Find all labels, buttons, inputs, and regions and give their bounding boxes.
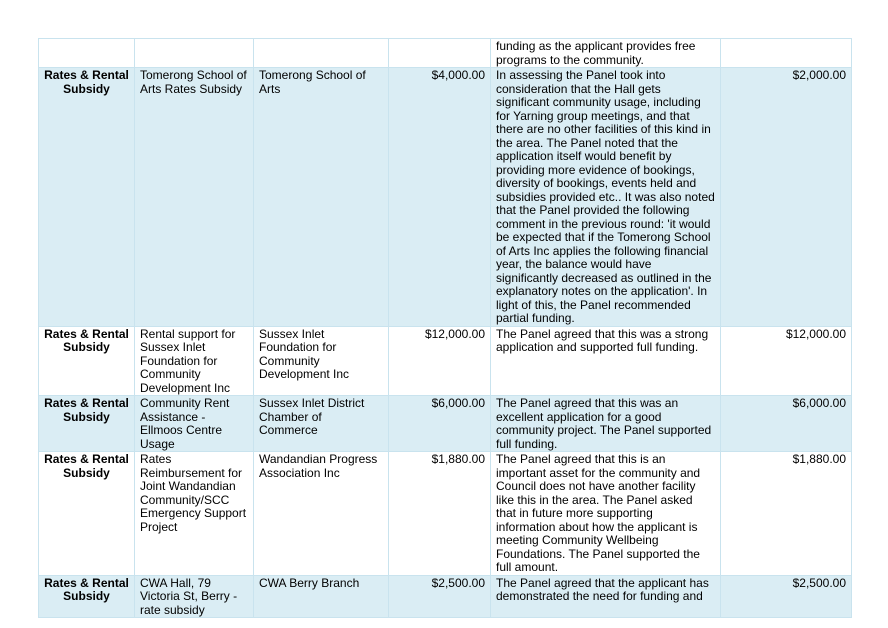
category-cell: Rates & Rental Subsidy — [39, 575, 135, 618]
panel-comment-cell: The Panel agreed that this is an important asset for the community and Council does not have another facility like this in the area. The Panel asked that in future more supporting information about how the applicant is meeting Community Wellbeing Foundations. The Panel supported the full amount. — [491, 452, 721, 576]
panel-comment-cell: The Panel agreed that the applicant has demonstrated the need for funding and — [491, 575, 721, 618]
applicant-cell — [254, 39, 389, 68]
table-row — [39, 326, 852, 396]
panel-comment-cell: The Panel agreed that this was a strong application and supported full funding. — [491, 326, 721, 396]
applicant-cell: Sussex Inlet District Chamber of Commerce — [254, 396, 389, 452]
table-row-continued — [39, 39, 852, 68]
recommended-amount-cell: $1,880.00 — [721, 452, 852, 576]
table-row — [39, 452, 852, 576]
project-cell: Rental support for Sussex Inlet Foundation for Community Development Inc — [135, 326, 254, 396]
grants-table — [38, 38, 852, 618]
requested-amount-cell: $1,880.00 — [389, 452, 491, 576]
requested-amount-cell — [389, 39, 491, 68]
recommended-amount-cell: $6,000.00 — [721, 396, 852, 452]
category-cell: Rates & Rental Subsidy — [39, 452, 135, 576]
recommended-amount-cell: $2,000.00 — [721, 68, 852, 327]
project-cell: Rates Reimbursement for Joint Wandandian Community/SCC Emergency Support Project — [135, 452, 254, 576]
applicant-cell: Sussex Inlet Foundation for Community Development Inc — [254, 326, 389, 396]
recommended-amount-cell: $2,500.00 — [721, 575, 852, 618]
project-cell: Community Rent Assistance - Ellmoos Centre Usage — [135, 396, 254, 452]
project-cell: Tomerong School of Arts Rates Subsidy — [135, 68, 254, 327]
table-row — [39, 68, 852, 327]
category-cell: Rates & Rental Subsidy — [39, 396, 135, 452]
applicant-cell: Wandandian Progress Association Inc — [254, 452, 389, 576]
recommended-amount-cell: $12,000.00 — [721, 326, 852, 396]
requested-amount-cell: $12,000.00 — [389, 326, 491, 396]
recommended-amount-cell — [721, 39, 852, 68]
project-cell: CWA Hall, 79 Victoria St, Berry - rate subsidy — [135, 575, 254, 618]
panel-comment-cell: In assessing the Panel took into consideration that the Hall gets significant community usage, including for Yarning group meetings, and that there are no other facilities of this kind in the area. The Panel noted that the application itself would benefit by providing more evidence of bookings, diversity of bookings, events held and subsidies provided etc.. It was also noted that the Panel provided the following comment in the previous round: 'it would be expected that if the Tomerong School of Arts Inc applies the following financial year, the balance would have significantly decreased as outlined in the explanatory notes on the application'. In light of this, the Panel recommended partial funding. — [491, 68, 721, 327]
category-cell: Rates & Rental Subsidy — [39, 326, 135, 396]
project-cell — [135, 39, 254, 68]
panel-comment-cell: funding as the applicant provides free programs to the community. — [491, 39, 721, 68]
requested-amount-cell: $6,000.00 — [389, 396, 491, 452]
category-cell — [39, 39, 135, 68]
applicant-cell: CWA Berry Branch — [254, 575, 389, 618]
category-cell: Rates & Rental Subsidy — [39, 68, 135, 327]
table-row — [39, 575, 852, 618]
table-row — [39, 396, 852, 452]
requested-amount-cell: $4,000.00 — [389, 68, 491, 327]
panel-comment-cell: The Panel agreed that this was an excellent application for a good community project. The Panel supported full funding. — [491, 396, 721, 452]
applicant-cell: Tomerong School of Arts — [254, 68, 389, 327]
requested-amount-cell: $2,500.00 — [389, 575, 491, 618]
